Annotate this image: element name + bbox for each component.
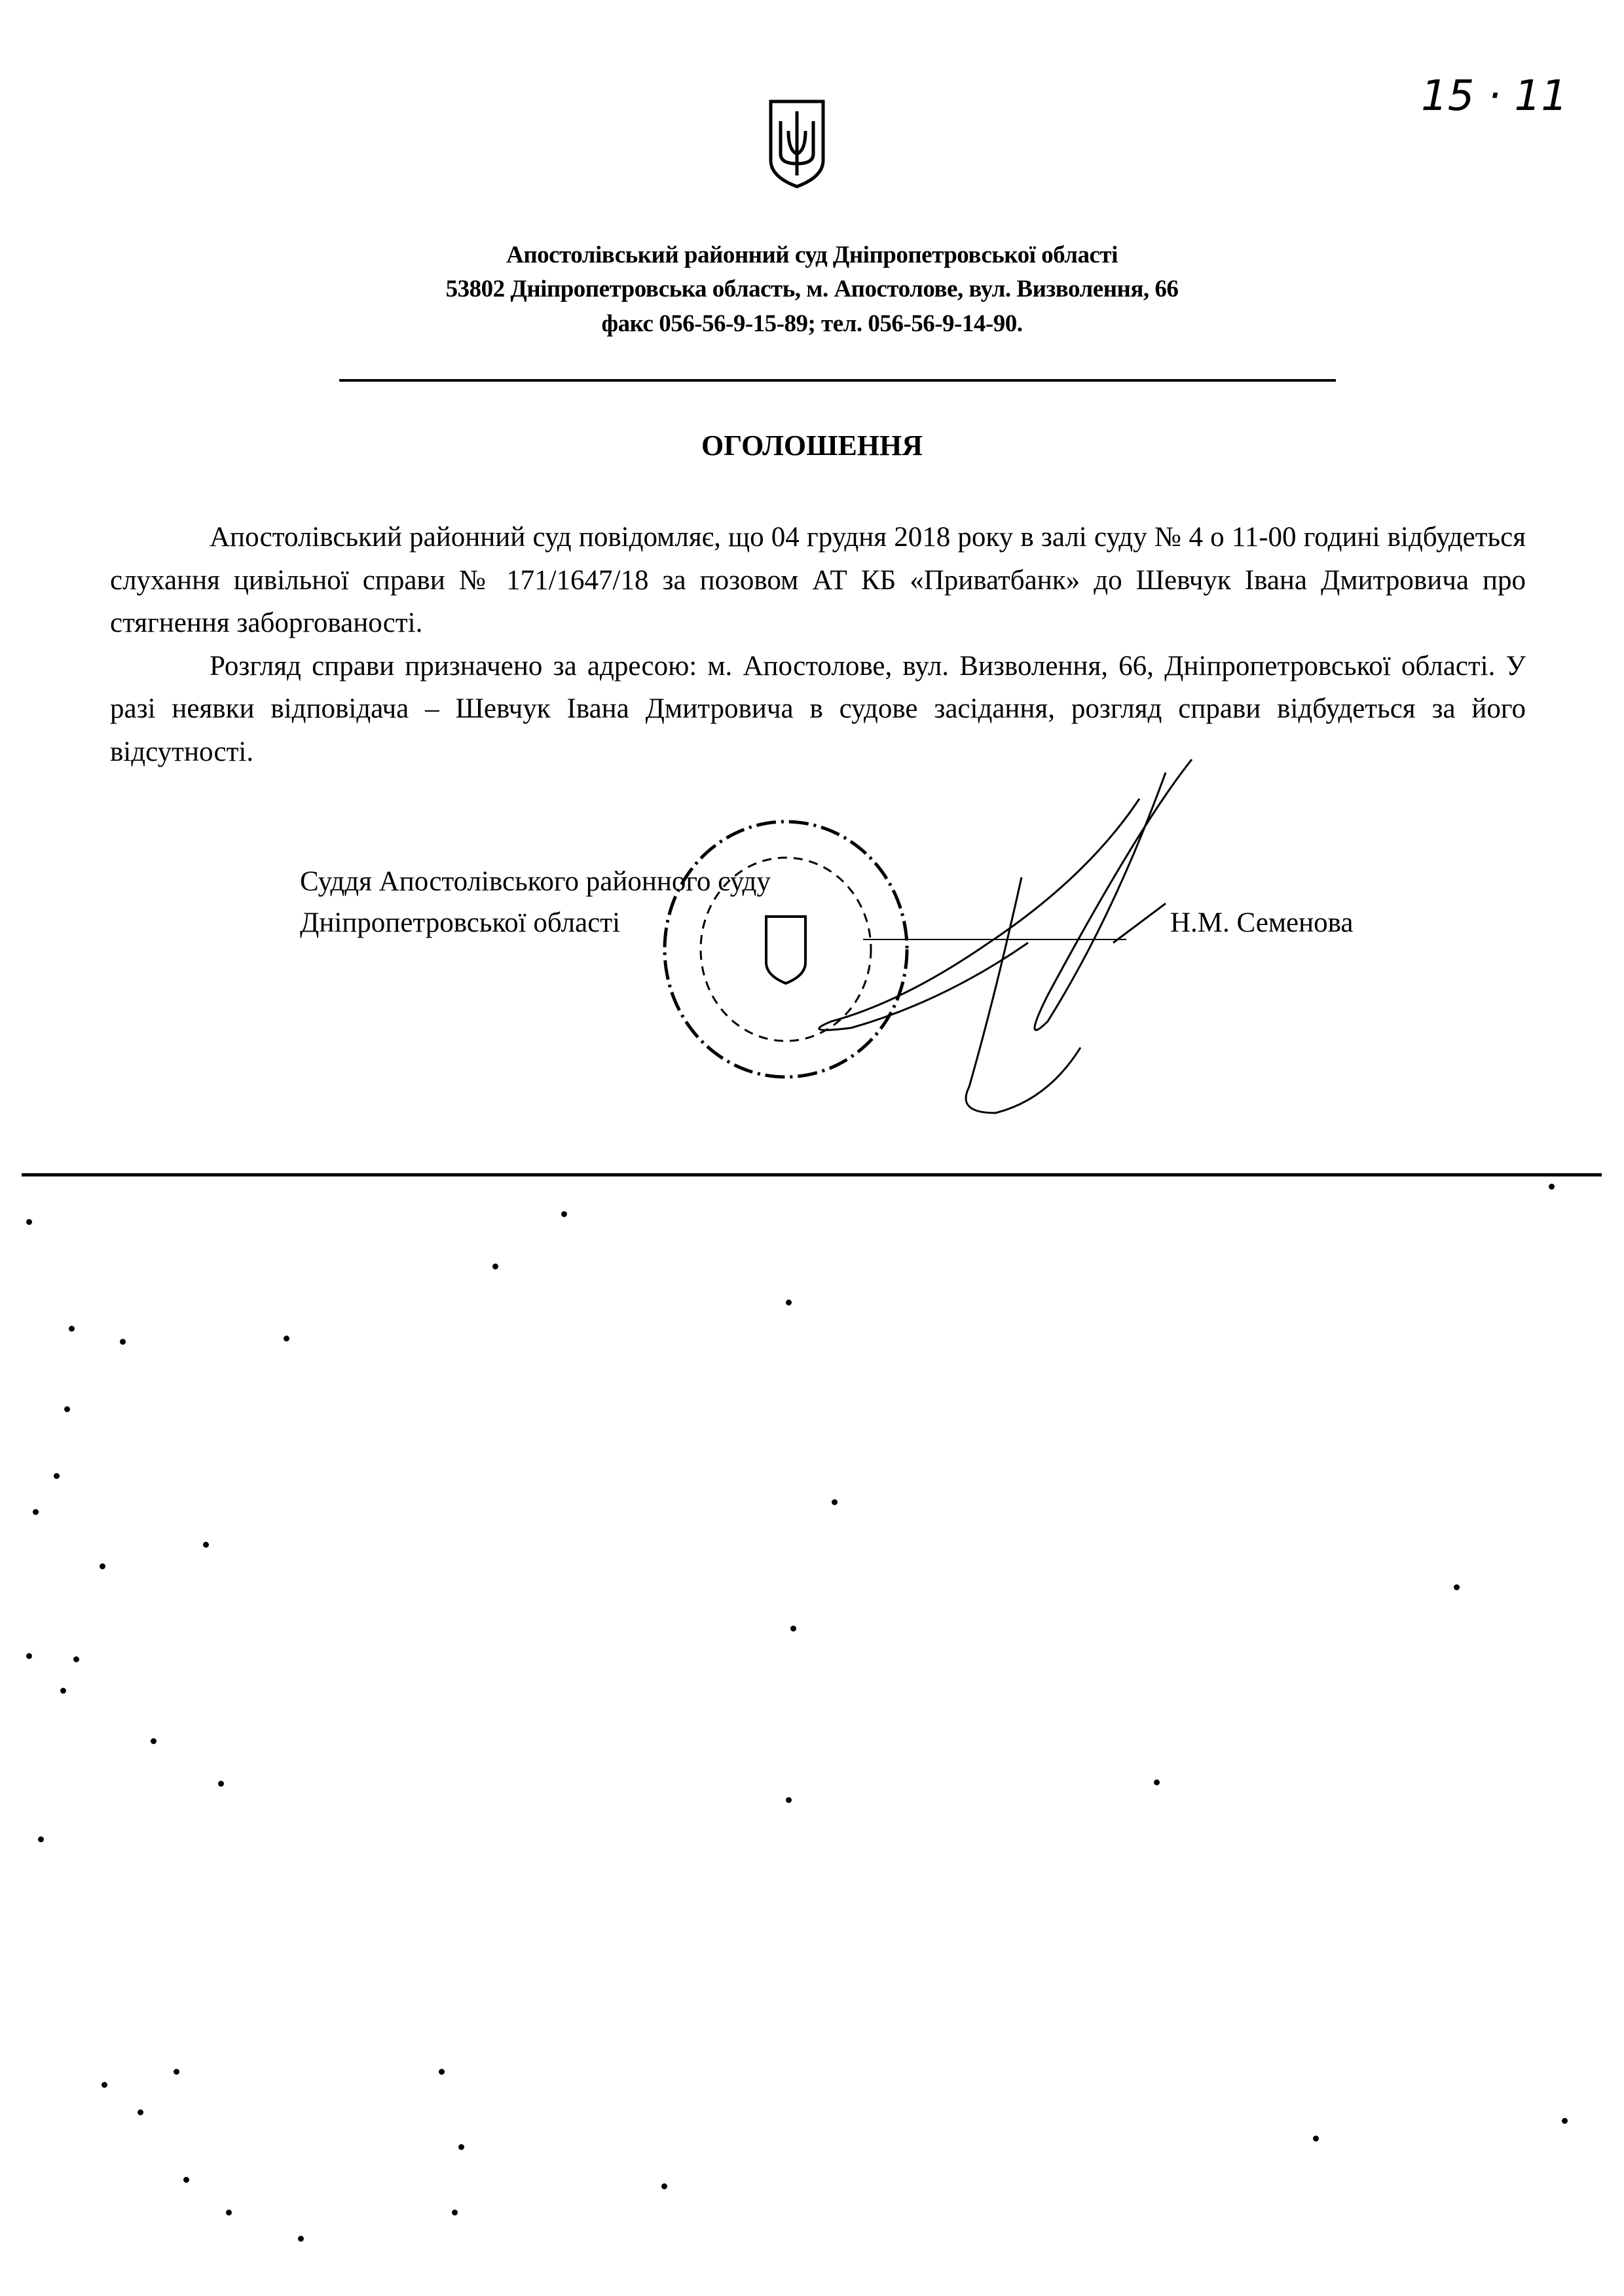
court-address: 53802 Дніпропетровська область, м. Апостолове, вул. Визволення, 66: [445, 276, 1179, 302]
handwritten-signature: [773, 746, 1205, 1126]
handwritten-note: 15 · 11: [1421, 72, 1568, 120]
paragraph-1: Апостолівський районний суд повідомляє, що 04 грудня 2018 року в залі суду № 4 о 11-00 годині відбудеться слухання цивільної справи № 171/1647/18 за позовом АТ КБ «Приватбанк» до Шевчук Івана Дмитровича про стягнення заборгованості.: [110, 522, 1526, 638]
court-contacts: факс 056-56-9-15-89; тел. 056-56-9-14-90.: [601, 310, 1023, 337]
judge-position-line-2: Дніпропетровської області: [300, 907, 621, 938]
paragraph-2: Розгляд справи призначено за адресою: м. Апостолове, вул. Визволення, 66, Дніпропетровської області. У разі неявки відповідача – Шевчук Івана Дмитровича в судове засідання, розгляд справи відбудеться за його відсутності.: [110, 650, 1526, 767]
announcement-body: [110, 516, 1526, 773]
document-title: ОГОЛОШЕННЯ: [701, 429, 923, 462]
judge-name: Н.М. Семенова: [1170, 907, 1354, 938]
court-name: Апостолівський районний суд Дніпропетровської області: [506, 242, 1118, 268]
header-divider: [339, 379, 1336, 382]
judge-position-line-1: Суддя Апостолівського районного суду: [300, 866, 771, 897]
page-separator-line: [22, 1173, 1602, 1176]
trident-emblem-icon: [767, 98, 826, 190]
